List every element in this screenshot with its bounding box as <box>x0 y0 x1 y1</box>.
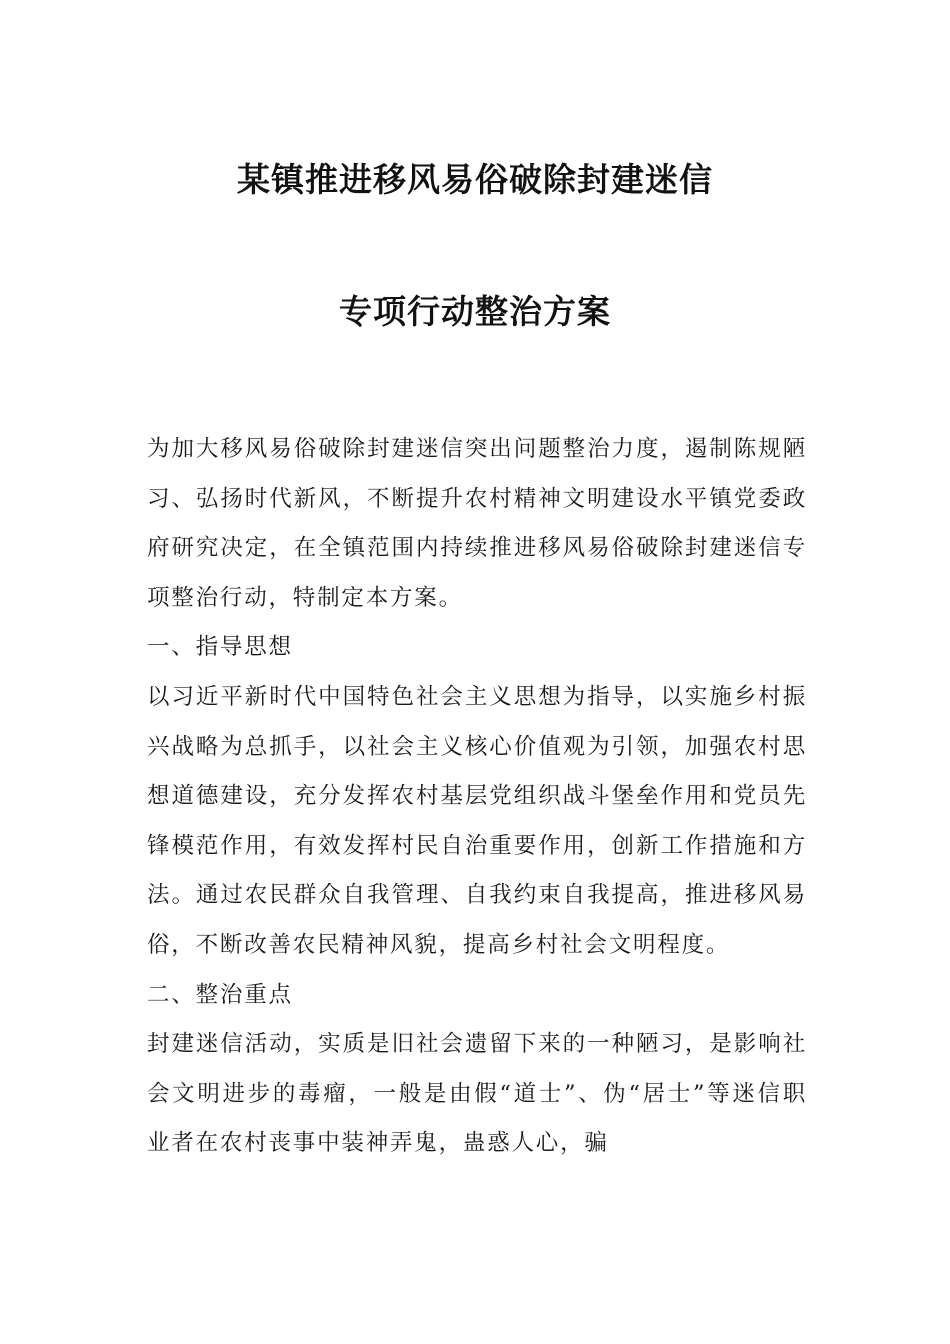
document-title-line-2: 专项行动整治方案 <box>339 292 611 331</box>
guiding-ideology-paragraph: 以习近平新时代中国特色社会主义思想为指导，以实施乡村振兴战略为总抓手，以社会主义核心价值观为引领，加强农村思想道德建设，充分发挥农村基层党组织战斗堡垒作用和党员先锋模范作用，有效发挥村民自治重要作用，创新工作措施和方法。通过农民群众自我管理、自我约束自我提高，推进移风易俗，不断改善农民精神风貌，提高乡村社会文明程度。 <box>147 683 807 958</box>
document-body <box>147 425 807 1169</box>
section-heading-key-points: 二、整治重点 <box>147 981 293 1008</box>
document-title-line-1: 某镇推进移风易俗破除封建迷信 <box>237 160 713 199</box>
intro-paragraph: 为加大移风易俗破除封建迷信突出问题整治力度，遏制陈规陋习、弘扬时代新风，不断提升农村精神文明建设水平镇党委政府研究决定，在全镇范围内持续推进移风易俗破除封建迷信专项整治行动，特制定本方案。 <box>147 436 807 611</box>
key-points-paragraph: 封建迷信活动，实质是旧社会遗留下来的一种陋习，是影响社会文明进步的毒瘤，一般是由假“道士”、伪“居士”等迷信职业者在农村丧事中装神弄鬼，蛊惑人心，骗 <box>147 1031 807 1157</box>
section-heading-guiding-ideology: 一、指导思想 <box>147 634 293 661</box>
